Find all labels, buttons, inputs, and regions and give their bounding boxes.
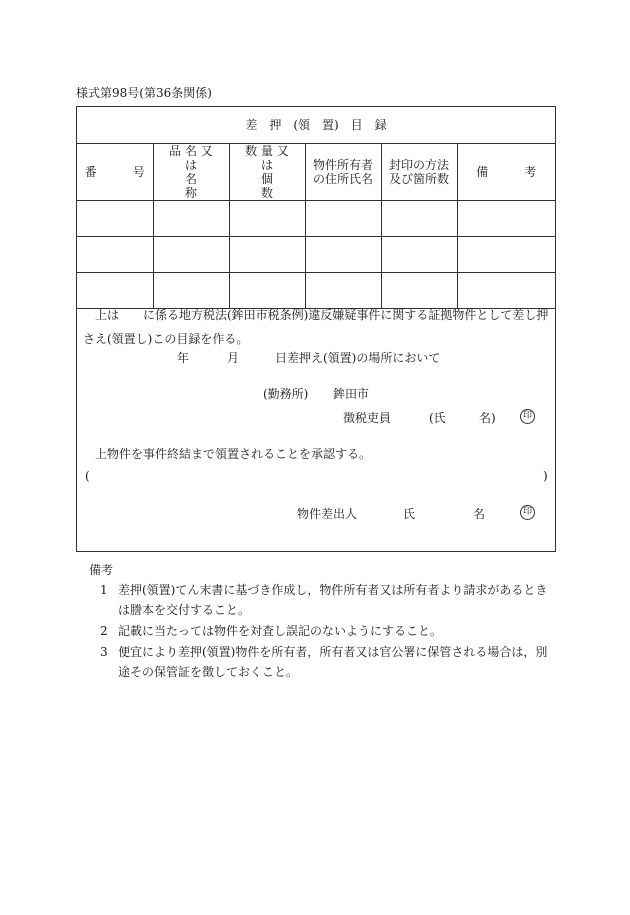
table-cell[interactable] <box>457 237 555 273</box>
table-cell[interactable] <box>77 201 153 237</box>
office-value: 鉾田市 <box>333 387 370 401</box>
table-cell[interactable] <box>305 237 381 273</box>
table-cell[interactable] <box>381 201 457 237</box>
table-cell[interactable] <box>229 201 305 237</box>
table-row <box>77 201 555 237</box>
statement-text: 上は に係る地方税法(鉾田市税条例)違反嫌疑事件に関する証拠物件として差し押さえ(領置し)この目録を作る。 <box>83 308 549 346</box>
submitter-name-b: 名 <box>473 507 486 521</box>
official-name-open: (氏 <box>429 411 446 425</box>
header-owner: 物件所有者 の住所氏名 <box>305 144 381 201</box>
table-cell[interactable] <box>153 237 229 273</box>
date-year-label: 年 <box>177 351 190 365</box>
header-seal-method: 封印の方法 及び箇所数 <box>381 144 457 201</box>
table-cell[interactable] <box>229 237 305 273</box>
table-cell[interactable] <box>77 237 153 273</box>
submitter-name-a: 氏 <box>403 507 416 521</box>
table-cell[interactable] <box>457 201 555 237</box>
date-place-label: 日差押え(領置)の場所において <box>275 351 441 365</box>
seizure-inventory-form <box>76 106 556 552</box>
date-month-label: 月 <box>227 351 240 365</box>
note-item: 2 記載に当たっては物件を対査し誤記のないようにすること。 <box>100 624 443 638</box>
office-label: (勤務所) <box>263 387 309 401</box>
consent-text: 上物件を事件終結まで領置されることを承認する。 <box>95 447 372 461</box>
form-number-label: 様式第98号(第36条関係) <box>76 86 212 100</box>
paren-open: ( <box>85 469 90 483</box>
header-quantity: 数 量 又 は 個 数 <box>229 144 305 201</box>
inventory-table <box>77 107 555 309</box>
seal-mark-icon: 印 <box>520 505 535 520</box>
note-item: 1 差押(領置)てん末書に基づき作成し，物件所有者又は所有者より請求があるときは謄本を交付すること。 <box>100 583 548 617</box>
seal-mark-icon: 印 <box>520 409 535 424</box>
table-header-row <box>77 144 555 201</box>
note-item: 3 便宜により差押(領置)物件を所有者，所有者又は官公署に保管される場合は，別途その保管証を徴しておくこと。 <box>100 645 548 679</box>
notes-title: 備考 <box>89 563 114 577</box>
header-number: 番 号 <box>77 144 153 201</box>
table-cell[interactable] <box>305 201 381 237</box>
header-remarks: 備 考 <box>457 144 555 201</box>
table-cell[interactable] <box>153 201 229 237</box>
official-label: 徴税吏員 <box>343 411 392 425</box>
table-cell[interactable] <box>381 237 457 273</box>
paren-close: ) <box>543 469 548 483</box>
form-title: 差 押 (領 置) 目 録 <box>77 107 555 144</box>
header-item-name: 品 名 又 は 名 称 <box>153 144 229 201</box>
table-row <box>77 237 555 273</box>
official-name-close: 名) <box>479 411 496 425</box>
submitter-label: 物件差出人 <box>297 507 358 521</box>
